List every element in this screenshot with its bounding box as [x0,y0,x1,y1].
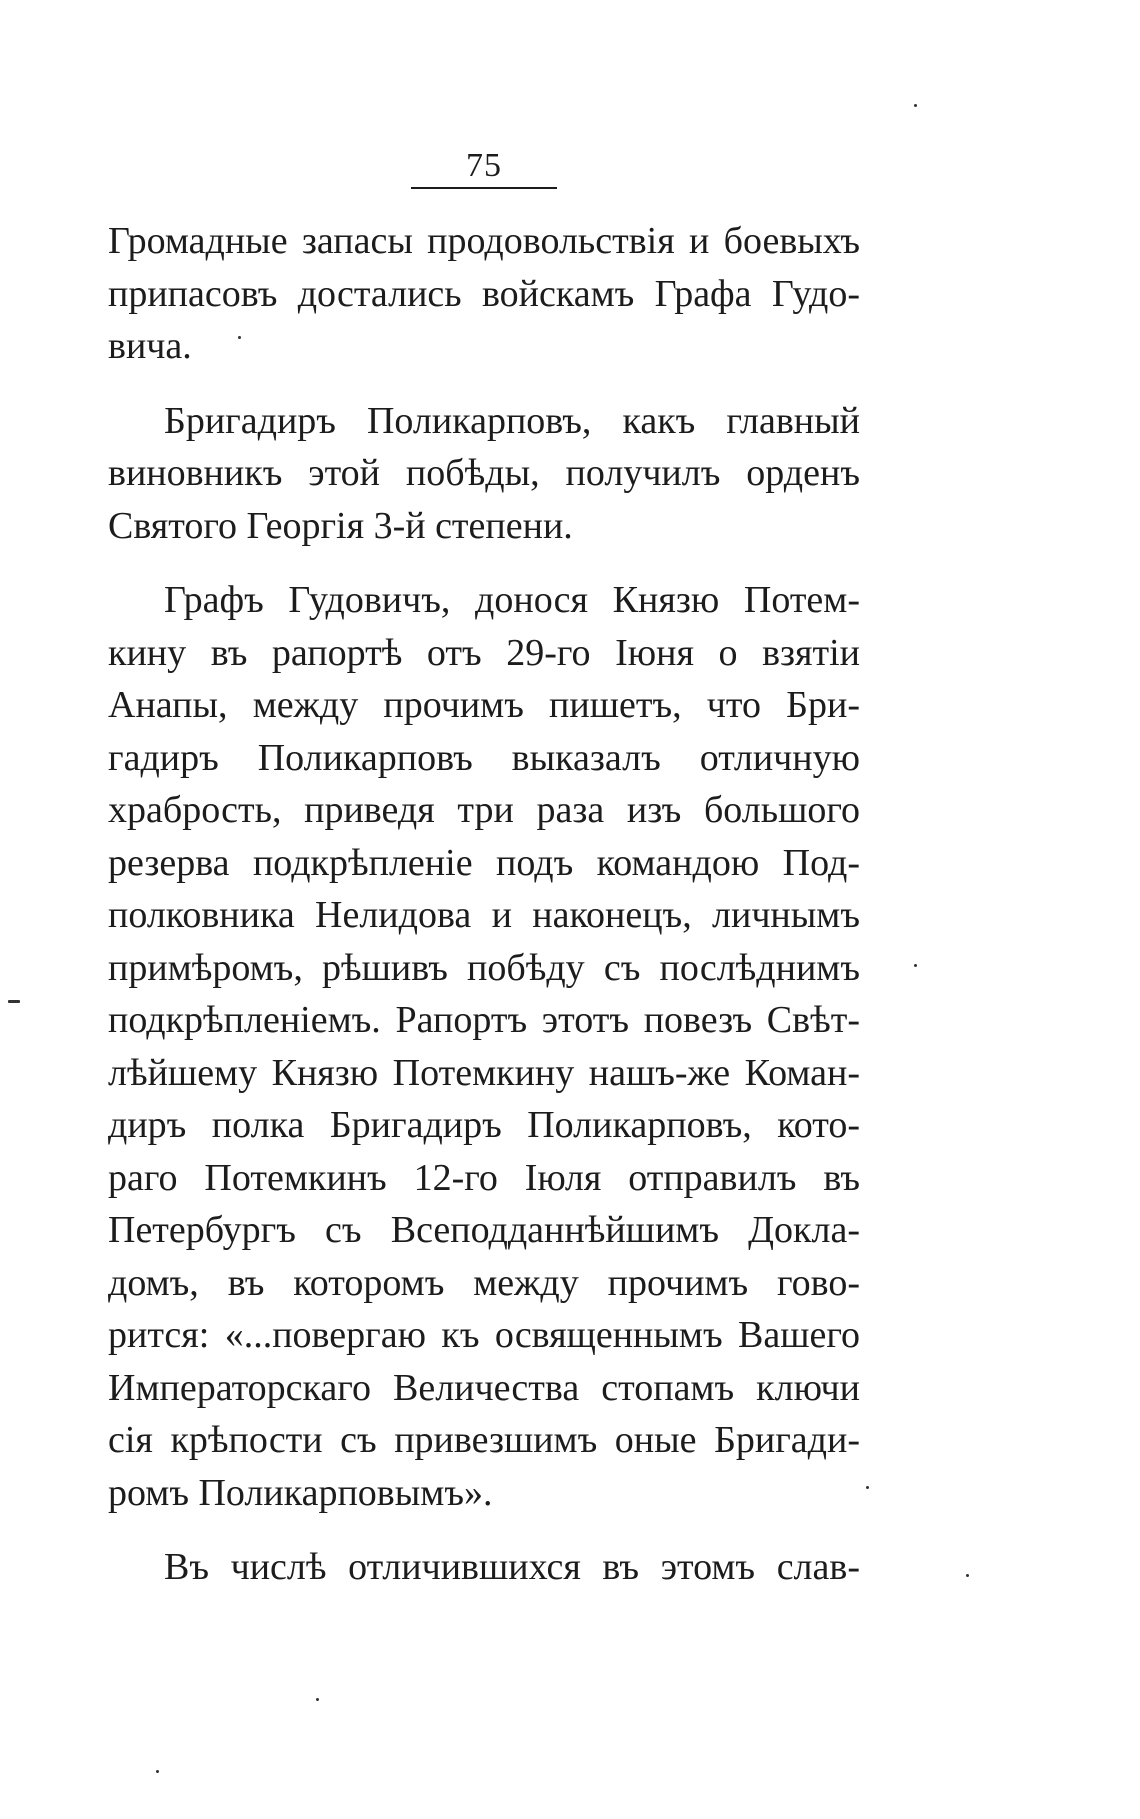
text-line: ромъ Поликарповымъ». [108,1471,493,1514]
text-line: раго Потемкинъ 12-го Іюля отправилъ въ [108,1156,860,1199]
paragraph [108,215,860,373]
text-line: рится: «...повергаю къ освященнымъ Вашего [108,1314,860,1356]
body-text [108,215,860,1594]
scan-speck [156,1770,159,1773]
text-line: полковника Нелидова и наконецъ, личнымъ [108,894,860,936]
paragraph [108,395,860,553]
text-line: гадиръ Поликарповъ выказалъ отличную [108,736,860,779]
text-line: Анапы, между прочимъ пишетъ, что Бри- [108,684,860,726]
text-line: резерва подкрѣпленіе подъ командою Под- [108,841,860,884]
scan-speck [238,336,241,339]
text-line: Въ числѣ отличившихся въ этомъ слав- [164,1546,860,1588]
paragraph [108,574,860,1519]
text-line: лѣйшему Князю Потемкину нашъ-же Коман- [108,1051,860,1094]
text-line: Бригадиръ Поликарповъ, какъ главный [164,399,860,442]
text-line: диръ полка Бригадиръ Поликарповъ, кото- [108,1104,860,1146]
paragraph-gap [108,1519,860,1541]
scan-speck [966,1574,969,1577]
text-line: виновникъ этой побѣды, получилъ орденъ [108,452,860,494]
text-line: Петербургъ съ Всеподданнѣйшимъ Доклa- [108,1209,860,1251]
text-line: Графъ Гудовичъ, донося Князю Потем- [164,579,860,621]
page-number: 75 [466,147,502,184]
text-line: Святого Георгія 3-й степени. [108,504,573,547]
text-line: кину въ рапортѣ отъ 29-го Іюня о взятіи [108,631,860,674]
text-line: примѣромъ, рѣшивъ побѣду съ послѣднимъ [108,946,860,989]
text-line: храбрость, приведя три раза изъ большого [108,789,860,831]
scan-speck [914,964,917,967]
paragraph-gap [108,373,860,395]
text-line: Императорскаго Величества стопамъ ключи [108,1366,860,1409]
paragraph-gap [108,552,860,574]
text-line: Громадные запасы продовольствія и боевыхъ [108,220,860,262]
scan-speck [316,1698,319,1701]
text-line: припасовъ достались войскамъ Графа Гудо- [108,272,860,315]
text-line: вича. [108,325,192,367]
text-line: домъ, въ которомъ между прочимъ гово- [108,1261,860,1304]
scan-speck [914,104,917,107]
text-line: подкрѣпленіемъ. Рапортъ этотъ повезъ Свѣт- [108,999,860,1041]
scan-speck [866,1486,869,1489]
text-line: сія крѣпости съ привезшимъ оные Бригади- [108,1419,860,1461]
scan-speck [8,1000,20,1003]
page-number-rule [411,187,557,189]
paragraph [108,1541,860,1594]
